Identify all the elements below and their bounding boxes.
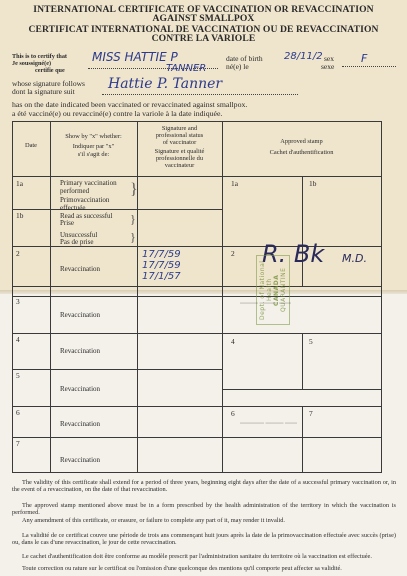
signature-line xyxy=(102,94,298,95)
col-sig-header-fr-2: professionnelle du xyxy=(155,155,204,162)
footer-validity-en: The validity of this certificate shall extend for a period of three years, beginning eight days after the date of a successful primary vaccination or, in the event of a revaccination, on the date of that revaccination. xyxy=(12,479,396,493)
signature-label-fr: dont la signature suit xyxy=(12,87,75,96)
date-handwritten-3: 17/1/57 xyxy=(142,271,181,282)
vaccinator-signature: R. Bk xyxy=(262,240,325,268)
footer-validity-fr: La validité de ce certificat couvre une période de trois ans commençant huit jours après la date de la primovaccination effectuée avec succès (prise) ou, dans le cas d'une revaccination, le jour de cette revaccination. xyxy=(12,532,396,546)
certify-label-fr-1: Je soussigné(e) xyxy=(12,60,52,67)
stamp-4-label: 4 xyxy=(231,337,235,346)
stamp-line-1: Dept. of National Health xyxy=(259,260,273,320)
stamp-5-label: 5 xyxy=(309,337,313,346)
row-3-label: 3 xyxy=(16,297,20,306)
name-handwritten-2: TANNER xyxy=(166,63,207,74)
footer-stamp-en: The approved stamp mentioned above must be in a form prescribed by the health administration of the territory in which the vaccination is performed. xyxy=(12,502,396,516)
stamp-2-label: 2 xyxy=(231,249,235,258)
footer-correction-fr: Toute correction ou rature sur le certificat ou l'omission d'une quelconque des mentions qu'il comporte peut affecter sa validité. xyxy=(22,565,342,572)
dob-label-en: date of birth xyxy=(226,54,263,63)
signature-label-en: whose signature follows xyxy=(12,79,85,88)
title-fr-line-2: CONTRE LA VARIOLE xyxy=(151,33,256,44)
dob-label-fr: né(e) le xyxy=(226,62,249,71)
sex-line xyxy=(342,66,396,67)
col-sig-header-en-1: Signature and xyxy=(161,125,198,132)
revaccination-2: Revaccination xyxy=(60,265,101,273)
stamp-1a-label: 1a xyxy=(231,179,238,188)
col-sig-header-en-2: professional status xyxy=(155,132,204,139)
stamp-1b-label: 1b xyxy=(309,179,317,188)
row-1a-label: 1a xyxy=(16,179,23,188)
vaccinator-title: M.D. xyxy=(342,252,367,265)
bleed-through-text-2: ▬▬▬▬ ▬▬▬ ▬▬ xyxy=(240,420,297,426)
sex-label-fr: sexe xyxy=(321,62,335,71)
col-sig-header-en-3: of vaccinator xyxy=(162,139,197,146)
read-successful-en: Read as successful xyxy=(60,212,113,220)
col-stamp-header-en: Approved stamp xyxy=(280,138,323,145)
bracket-unsuccessful: } xyxy=(130,230,136,244)
date-handwritten-2: 17/7/59 xyxy=(142,260,181,271)
sex-handwritten: F xyxy=(361,52,368,65)
bracket-primary: } xyxy=(130,181,138,198)
title-en-line-1: INTERNATIONAL CERTIFICATE OF VACCINATION OR REVACCINATION xyxy=(33,4,374,15)
sex-label-en: sex xyxy=(324,54,334,63)
quarantine-stamp xyxy=(256,255,290,325)
row-2-label: 2 xyxy=(16,249,20,258)
primary-vaccination-fr: Primovaccination effectuée xyxy=(60,196,110,212)
col-show-header-en: Show by "x" whether: xyxy=(65,133,122,140)
title-en-line-2: AGAINST SMALLPOX xyxy=(152,13,255,24)
holder-signature: Hattie P. Tanner xyxy=(108,76,223,92)
dob-handwritten: 28/11/2 xyxy=(284,51,323,62)
row-4-label: 4 xyxy=(16,335,20,344)
revaccination-5: Revaccination xyxy=(60,385,101,393)
date-handwritten-1: 17/7/59 xyxy=(142,249,181,260)
row-7-label: 7 xyxy=(16,439,20,448)
row-6-label: 6 xyxy=(16,408,20,417)
stamp-line-2: CANADA xyxy=(273,274,280,306)
col-show-header-fr-2: s'il s'agit de: xyxy=(77,151,110,158)
name-handwritten-1: MISS HATTIE P xyxy=(92,50,178,64)
statement-fr: a été vacciné(e) ou revacciné(e) contre la variole à la date indiquée. xyxy=(12,109,223,118)
certify-label-fr-2: certifie que xyxy=(35,67,65,74)
statement-en: has on the date indicated been vaccinated or revaccinated against smallpox. xyxy=(12,100,248,109)
read-successful-fr: Prise xyxy=(60,219,74,227)
footer-amendment-en: Any amendment of this certificate, or erasure, or failure to complete any part of it, may render it invalid. xyxy=(22,517,285,524)
bleed-through-text: ▬▬▬ ▬▬▬ ▬▬ xyxy=(240,300,291,306)
col-show-header-fr-1: Indiquer par "x" xyxy=(72,143,115,150)
col-date-header: Date xyxy=(24,142,38,149)
primary-vaccination-en: Primary vaccination performed xyxy=(60,179,117,195)
certify-label-en: This is to certify that xyxy=(12,53,67,60)
bracket-read: } xyxy=(130,212,136,226)
col-stamp-header-fr: Cachet d'authentification xyxy=(269,149,334,156)
stamp-line-3: QUARANTINE xyxy=(280,267,287,313)
revaccination-3: Revaccination xyxy=(60,311,101,319)
revaccination-6: Revaccination xyxy=(60,420,101,428)
col-sig-header-fr-1: Signature et qualité xyxy=(154,148,205,155)
row-1b-label: 1b xyxy=(16,211,24,220)
unsuccessful-en: Unsuccessful xyxy=(60,231,98,239)
col-sig-header-fr-3: vaccinateur xyxy=(164,162,195,169)
title-fr-line-1: CERTIFICAT INTERNATIONAL DE VACCINATION OU DE REVACCINATION xyxy=(28,24,379,35)
unsuccessful-fr: Pas de prise xyxy=(60,238,94,246)
paper-fold xyxy=(0,290,407,294)
stamp-7-label: 7 xyxy=(309,409,313,418)
stamp-6-label: 6 xyxy=(231,409,235,418)
row-5-label: 5 xyxy=(16,371,20,380)
revaccination-4: Revaccination xyxy=(60,347,101,355)
footer-stamp-fr: Le cachet d'authentification doit être conforme au modèle prescrit par l'administration sanitaire du territoire où la vaccination est effectuée. xyxy=(22,553,372,560)
revaccination-7: Revaccination xyxy=(60,456,101,464)
